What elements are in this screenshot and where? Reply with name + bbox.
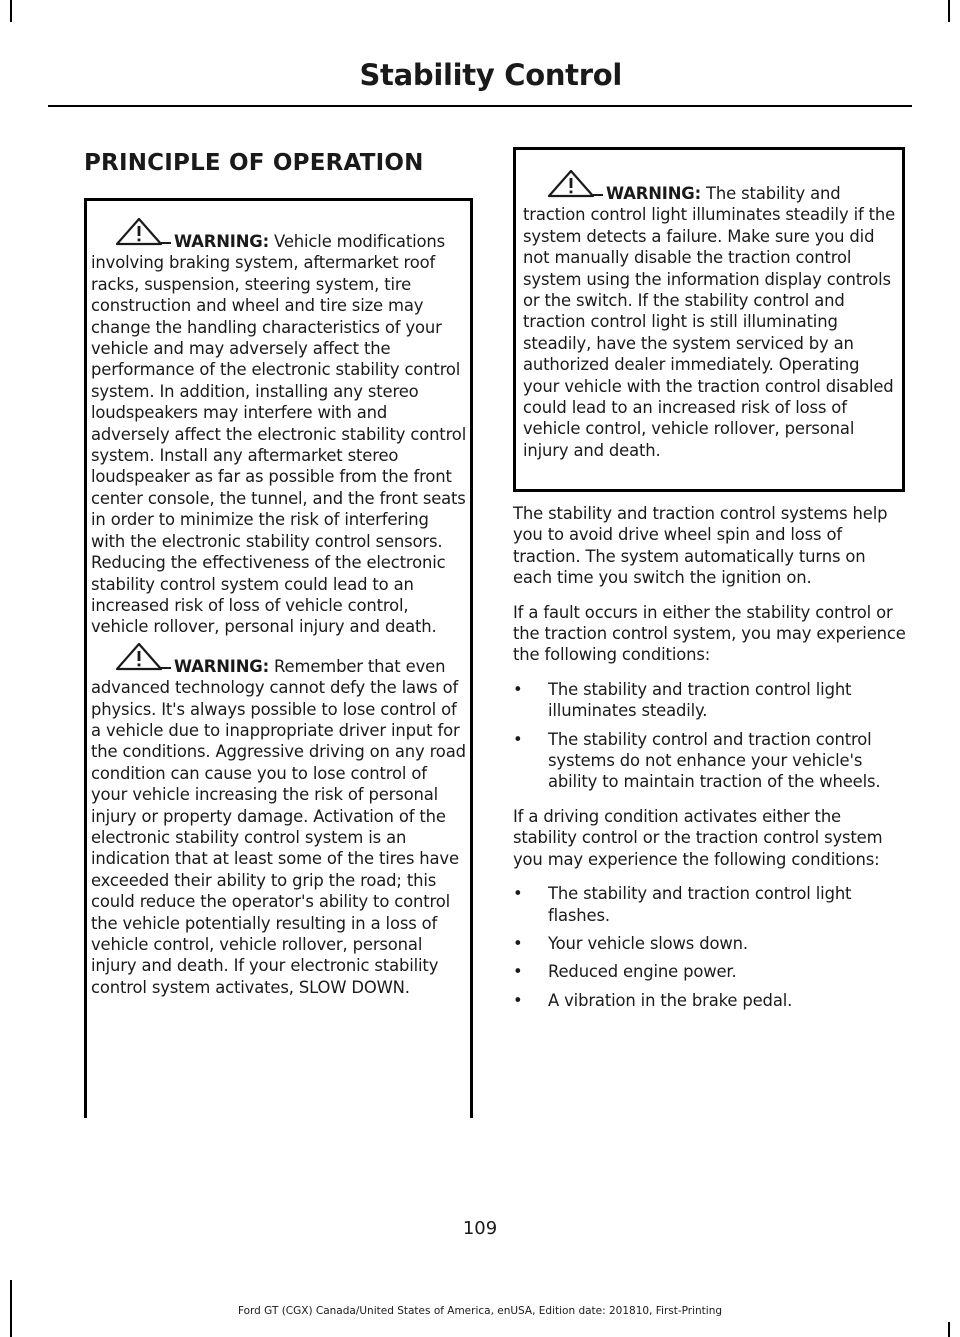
warning-block [516, 150, 902, 461]
list-item [513, 961, 909, 982]
activation-conditions-list [513, 883, 909, 1011]
fault-conditions-list [513, 679, 909, 793]
warning-text: The stability and traction control light illuminates steadily if the system detects a failure. Make sure you did not manually disable the traction control system using the information display controls or the switch. If the stability control and traction control light is still illuminating steadily, have the system serviced by an authorized dealer immediately. Operating your vehicle with the traction control disabled could lead to an increased risk of loss of vehicle control, vehicle rollover, personal injury and death. [523, 184, 896, 460]
warning-box-right [513, 147, 905, 492]
list-item-text: Your vehicle slows down. [548, 933, 748, 953]
list-item-text: Reduced engine power. [548, 962, 737, 982]
list-item-text: The stability control and traction control systems do not enhance your vehicle's ability to maintain traction of the wheels. [548, 729, 881, 792]
bullet: • [513, 884, 523, 904]
paragraph: The stability and traction control systems help you to avoid drive wheel spin and loss of traction. The system automatically turns on each time you switch the ignition on. [513, 504, 888, 588]
warning-block [87, 638, 470, 999]
page-number: 109 [462, 1218, 498, 1239]
list-item-text: A vibration in the brake pedal. [548, 990, 793, 1010]
list-item [513, 883, 909, 926]
list-item [513, 990, 909, 1011]
warning-label: WARNING: [174, 656, 269, 676]
list-item-text: The stability and traction control light flashes. [548, 884, 852, 925]
bullet: • [513, 729, 523, 749]
bullet: • [513, 990, 523, 1010]
list-item-text: The stability and traction control light illuminates steadily. [548, 679, 852, 721]
crop-mark-top-right [948, 0, 950, 22]
warning-triangle-icon [115, 643, 171, 671]
warning-block [87, 201, 470, 638]
bullet: • [513, 962, 523, 982]
paragraph: If a driving condition activates either the stability control or the traction control system you may experience the following conditions: [513, 806, 883, 869]
warning-triangle-icon [115, 218, 171, 246]
crop-mark-bottom-right [948, 1322, 950, 1337]
list-item [513, 729, 909, 793]
warning-text: Remember that even advanced technology cannot defy the laws of physics. It's always possible to lose control of a vehicle due to inappropriate driver input for the conditions. Aggressive driving on any road condition can cause you to lose control of your vehicle increasing the risk of personal injury or property damage. Activation of the electronic stability control system is an indication that at least some of the tires have exceeded their ability to grip the road; this could reduce the operator's ability to control the vehicle potentially resulting in a loss of vehicle control, vehicle rollover, personal injury and death. If your electronic stability control system activates, SLOW DOWN. [91, 656, 466, 997]
crop-mark-top-left [10, 0, 12, 22]
section-heading: PRINCIPLE OF OPERATION [84, 150, 424, 176]
bullet: • [513, 679, 523, 699]
list-item [513, 933, 909, 954]
warning-box-left [84, 198, 473, 1118]
page-title: Stability Control [359, 58, 622, 92]
warning-triangle-icon [547, 170, 603, 198]
warning-label: WARNING: [606, 184, 701, 203]
body-text-column [513, 503, 909, 1024]
header-divider [48, 105, 912, 107]
edition-footer: Ford GT (CGX) Canada/United States of America, enUSA, Edition date: 201810, First-Printing [237, 1305, 723, 1317]
warning-label: WARNING: [174, 232, 269, 251]
warning-text: Vehicle modifications involving braking system, aftermarket roof racks, suspension, steering system, tire construction and wheel and tire size may change the handling characteristics of your vehicle and may adversely affect the performance of the electronic stability control system. In addition, installing any stereo loudspeakers may interfere with and adversely affect the electronic stability control system. Install any aftermarket stereo loudspeaker as far as possible from the front center console, the tunnel, and the front seats in order to minimize the risk of interfering with the electronic stability control sensors. Reducing the effectiveness of the electronic stability control system could lead to an increased risk of loss of vehicle control, vehicle rollover, personal injury and death. [91, 232, 467, 637]
bullet: • [513, 933, 523, 953]
list-item [513, 679, 909, 722]
paragraph: If a fault occurs in either the stability control or the traction control system, you may experience the following conditions: [513, 602, 906, 665]
